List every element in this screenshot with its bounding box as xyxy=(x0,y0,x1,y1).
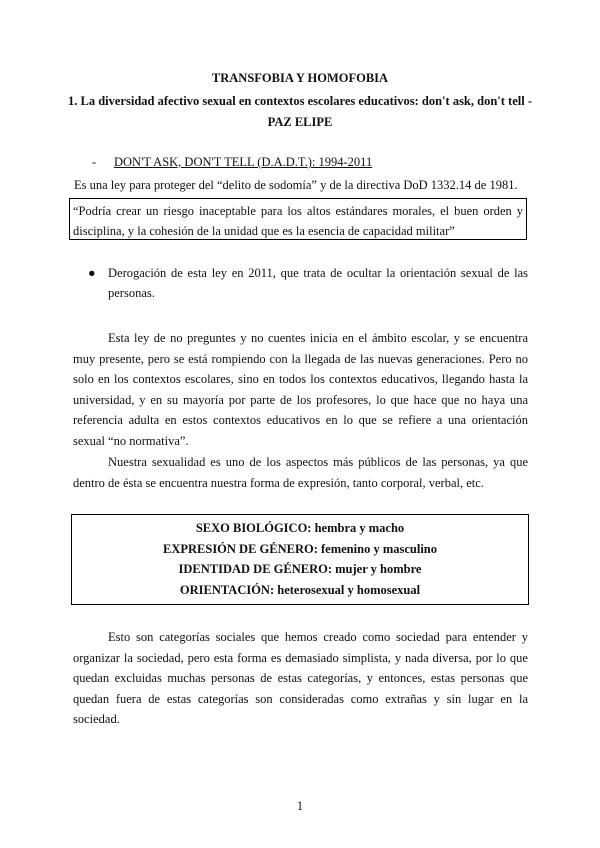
category-value: hembra y macho xyxy=(314,521,405,535)
section-heading: DON'T ASK, DON'T TELL (D.A.D.T.): 1994-2011 xyxy=(114,155,373,169)
category-label: IDENTIDAD DE GÉNERO: xyxy=(178,562,333,576)
paragraph-3: Esto son categorías sociales que hemos creado como sociedad para entender y organizar la sociedad, pero esta forma es demasiado simplista, y nada diversa, por lo que quedan excluidas muchas personas de estas categorías, y entonces, estas personas que quedan fuera de estas categorías son consideradas como extrañas y sin lugar en la sociedad. xyxy=(73,630,528,726)
category-row xyxy=(72,518,528,539)
document-author: PAZ ELIPE xyxy=(267,115,333,129)
bullet-dot-icon: ● xyxy=(88,266,96,280)
category-value: femenino y masculino xyxy=(321,541,437,556)
bullet-item xyxy=(88,263,528,303)
category-value: heterosexual y homosexual xyxy=(277,582,421,597)
document-subtitle: 1. La diversidad afectivo sexual en contextos escolares educativos: don't ask, don't tell - xyxy=(68,94,532,108)
category-row xyxy=(72,559,528,580)
category-row xyxy=(72,580,528,601)
bullet-text-line-1: Derogación de esta ley en 2011, que trata de ocultar la orientación sexual de las xyxy=(108,266,528,280)
category-label: SEXO BIOLÓGICO: xyxy=(195,521,312,535)
bullet-text-line-2: personas. xyxy=(108,286,155,300)
intro-sentence: Es una ley para proteger del “delito de sodomía” y de la directiva DoD 1332.14 de 1981. xyxy=(74,178,518,192)
paragraph-1: Esta ley de no preguntes y no cuentes inicia en el ámbito escolar, y se encuentra muy presente, pero se está rompiendo con la llegada de las nuevas generaciones. Pero no solo en los contextos escolares, sino en todos los contextos educativos, llegando hasta la universidad, y en su mayoría por parte de los profesores, lo que hace que no haya una referencia adulta en estos contextos educativos en lo que se refiere a una orientación sexual “no normativa”. xyxy=(73,331,528,448)
quote-box: “Podría crear un riesgo inaceptable para los altos estándares morales, el buen orden y disciplina, y la cohesión de la unidad que es la esencia de capacidad militar” xyxy=(69,198,527,240)
page-number: 1 xyxy=(296,799,304,813)
category-label: EXPRESIÓN DE GÉNERO: xyxy=(163,541,318,556)
dash-marker: - xyxy=(92,155,97,169)
document-title: TRANSFOBIA Y HOMOFOBIA xyxy=(211,71,389,85)
category-label: ORIENTACIÓN: xyxy=(179,582,275,597)
category-row xyxy=(72,539,528,560)
bullet-text xyxy=(108,263,528,303)
category-value: mujer y hombre xyxy=(335,562,422,576)
categories-box xyxy=(71,514,529,605)
paragraph-2: Nuestra sexualidad es uno de los aspectos más públicos de las personas, ya que dentro de ésta se encuentra nuestra forma de expresión, tanto corporal, verbal, etc. xyxy=(73,455,528,490)
section-heading-line xyxy=(92,155,372,170)
